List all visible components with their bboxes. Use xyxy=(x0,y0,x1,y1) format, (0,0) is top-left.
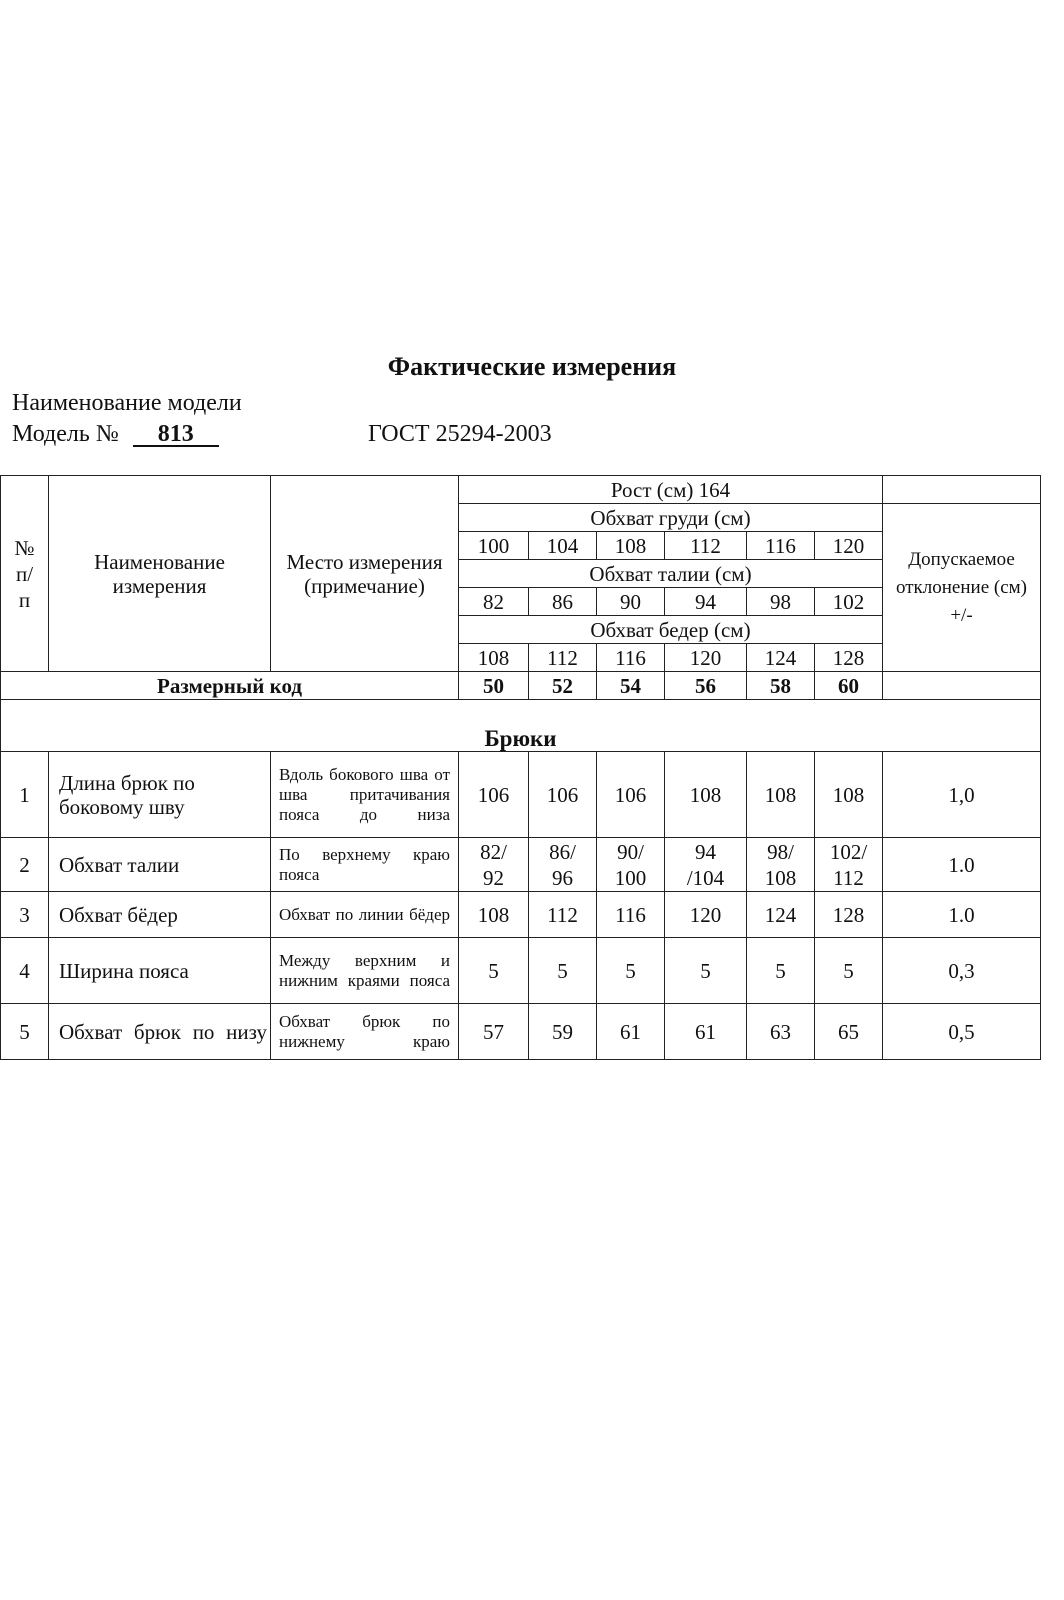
measurement-place: По верхнему краю пояса xyxy=(271,838,459,892)
place-header: Место измерения (примечание) xyxy=(271,476,459,672)
waist-value: 98 xyxy=(747,588,815,616)
measurements-table xyxy=(0,475,1041,1060)
measurement-name: Длина брюк по боковому шву xyxy=(49,752,271,838)
measurement-name: Обхват бёдер xyxy=(49,892,271,938)
size-code: 56 xyxy=(665,672,747,700)
row-number: 5 xyxy=(1,1004,49,1060)
row-number: 3 xyxy=(1,892,49,938)
chest-value: 112 xyxy=(665,532,747,560)
measurement-place: Обхват брюк по нижнему краю xyxy=(271,1004,459,1060)
tolerance-header: Допускаемое отклонение (см) +/- xyxy=(883,504,1041,672)
waist-value: 102 xyxy=(815,588,883,616)
num-header: № п/ п xyxy=(1,476,49,672)
measurement-value: 5 xyxy=(597,938,665,1004)
model-number: 813 xyxy=(133,423,219,447)
hips-value: 108 xyxy=(459,644,529,672)
size-code-label: Размерный код xyxy=(1,672,459,700)
row-number: 1 xyxy=(1,752,49,838)
measurement-place: Между верхним и нижним краями пояса xyxy=(271,938,459,1004)
measurement-value: 57 xyxy=(459,1004,529,1060)
measurement-name: Ширина пояса xyxy=(49,938,271,1004)
measurement-place: Вдоль бокового шва от шва притачивания пояса до низа xyxy=(271,752,459,838)
table-row xyxy=(1,838,1041,892)
model-number-label: Модель № xyxy=(12,421,119,447)
measurement-value: 98/ 108 xyxy=(747,838,815,892)
waist-header: Обхват талии (см) xyxy=(459,560,883,588)
hips-header: Обхват бедер (см) xyxy=(459,616,883,644)
document-title: Фактические измерения xyxy=(387,352,677,381)
size-code: 54 xyxy=(597,672,665,700)
waist-value: 90 xyxy=(597,588,665,616)
measurement-value: 108 xyxy=(747,752,815,838)
measurement-value: 90/ 100 xyxy=(597,838,665,892)
measurement-value: 82/ 92 xyxy=(459,838,529,892)
waist-value: 94 xyxy=(665,588,747,616)
measurement-value: 5 xyxy=(665,938,747,1004)
measurement-value: 106 xyxy=(529,752,597,838)
measurement-value: 106 xyxy=(459,752,529,838)
measurement-name: Обхват талии xyxy=(49,838,271,892)
table-row xyxy=(1,752,1041,838)
measurement-name: Обхват брюк по низу xyxy=(49,1004,271,1060)
row-number: 2 xyxy=(1,838,49,892)
measurement-value: 65 xyxy=(815,1004,883,1060)
model-number-line xyxy=(12,421,219,448)
tolerance-value: 1,0 xyxy=(883,752,1041,838)
row-number: 4 xyxy=(1,938,49,1004)
hips-value: 128 xyxy=(815,644,883,672)
chest-value: 100 xyxy=(459,532,529,560)
measurement-value: 128 xyxy=(815,892,883,938)
measurement-value: 86/ 96 xyxy=(529,838,597,892)
size-code-tolerance xyxy=(883,672,1041,700)
measurement-value: 5 xyxy=(815,938,883,1004)
model-name-label: Наименование модели xyxy=(12,390,242,416)
measurement-value: 106 xyxy=(597,752,665,838)
measurement-value: 63 xyxy=(747,1004,815,1060)
measurement-value: 59 xyxy=(529,1004,597,1060)
tolerance-value: 0,5 xyxy=(883,1004,1041,1060)
size-code: 52 xyxy=(529,672,597,700)
chest-header: Обхват груди (см) xyxy=(459,504,883,532)
measurement-value: 108 xyxy=(459,892,529,938)
section-title: Брюки xyxy=(1,700,1041,752)
chest-value: 116 xyxy=(747,532,815,560)
tolerance-header-top xyxy=(883,476,1041,504)
measurement-value: 116 xyxy=(597,892,665,938)
tolerance-value: 0,3 xyxy=(883,938,1041,1004)
measurement-value: 102/ 112 xyxy=(815,838,883,892)
measurement-value: 120 xyxy=(665,892,747,938)
measurement-value: 112 xyxy=(529,892,597,938)
measurement-value: 5 xyxy=(459,938,529,1004)
hips-value: 124 xyxy=(747,644,815,672)
table-row xyxy=(1,1004,1041,1060)
waist-value: 82 xyxy=(459,588,529,616)
height-header: Рост (см) 164 xyxy=(459,476,883,504)
hips-value: 116 xyxy=(597,644,665,672)
size-code: 58 xyxy=(747,672,815,700)
size-code: 60 xyxy=(815,672,883,700)
hips-value: 112 xyxy=(529,644,597,672)
chest-value: 108 xyxy=(597,532,665,560)
measurement-place: Обхват по линии бёдер xyxy=(271,892,459,938)
measurement-value: 5 xyxy=(747,938,815,1004)
measurement-value: 61 xyxy=(665,1004,747,1060)
hips-value: 120 xyxy=(665,644,747,672)
tolerance-value: 1.0 xyxy=(883,892,1041,938)
table-row xyxy=(1,938,1041,1004)
measurement-value: 94 /104 xyxy=(665,838,747,892)
size-code: 50 xyxy=(459,672,529,700)
gost-standard: ГОСТ 25294-2003 xyxy=(368,421,552,447)
waist-value: 86 xyxy=(529,588,597,616)
measurement-value: 108 xyxy=(665,752,747,838)
table-row xyxy=(1,892,1041,938)
tolerance-value: 1.0 xyxy=(883,838,1041,892)
chest-value: 104 xyxy=(529,532,597,560)
measurement-value: 108 xyxy=(815,752,883,838)
measurement-value: 5 xyxy=(529,938,597,1004)
measurement-value: 61 xyxy=(597,1004,665,1060)
measurement-value: 124 xyxy=(747,892,815,938)
name-header: Наименование измерения xyxy=(49,476,271,672)
chest-value: 120 xyxy=(815,532,883,560)
